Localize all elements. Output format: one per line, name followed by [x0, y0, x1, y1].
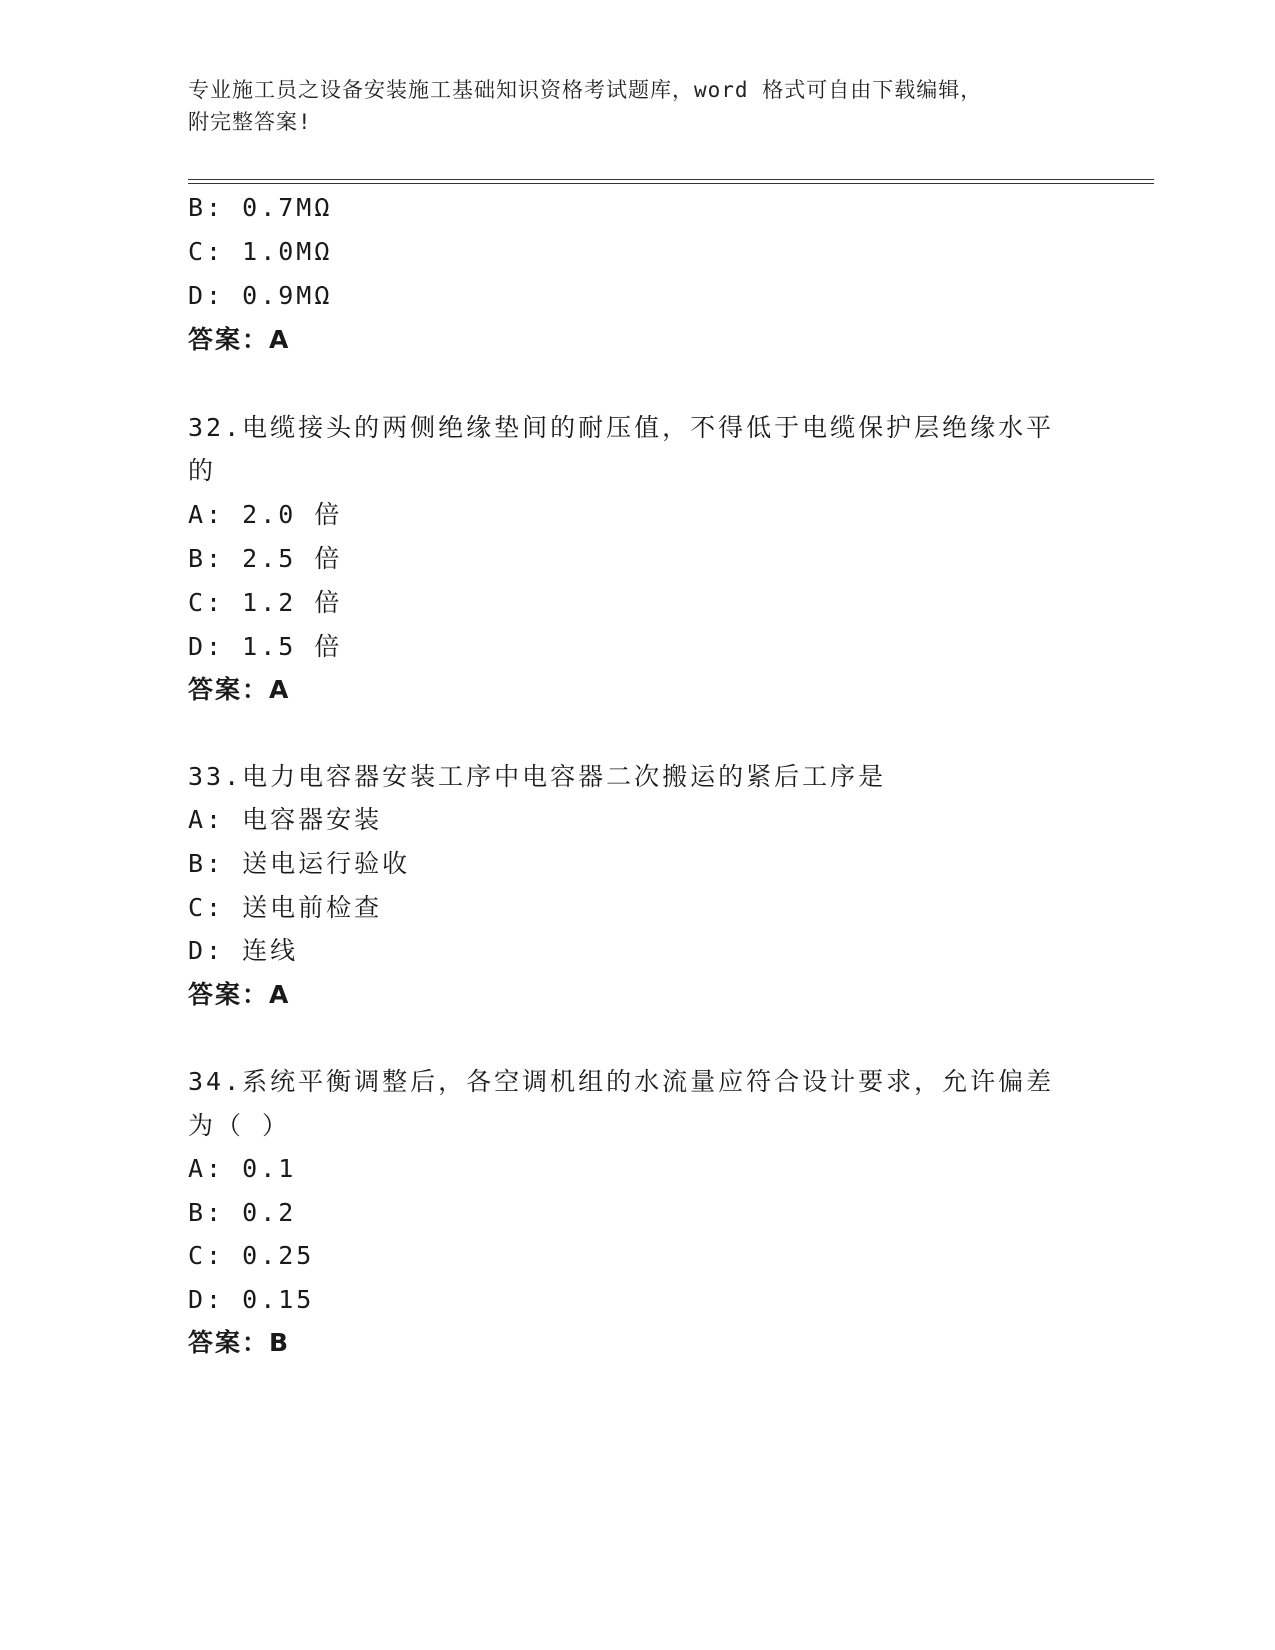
q34-option-a: A: 0.1 — [188, 1154, 297, 1183]
q32-option-d: D: 1.5 倍 — [188, 632, 343, 661]
header-divider-thick — [188, 183, 1154, 184]
q33-answer: 答案：A — [188, 980, 291, 1009]
q32-answer: 答案：A — [188, 675, 291, 704]
q31-option-d: D: 0.9MΩ — [188, 281, 333, 310]
document-header — [188, 74, 1088, 138]
header-divider-thin — [188, 179, 1154, 180]
q34-stem-line-2: 为（ ） — [188, 1111, 291, 1140]
q33-option-b: B: 送电运行验收 — [188, 849, 411, 878]
header-line-1: 专业施工员之设备安装施工基础知识资格考试题库，word 格式可自由下载编辑， — [188, 78, 983, 102]
q33-option-d: D: 连线 — [188, 936, 299, 965]
q32-option-a: A: 2.0 倍 — [188, 500, 343, 529]
q34-stem-line-1: 34.系统平衡调整后，各空调机组的水流量应符合设计要求，允许偏差 — [188, 1067, 1055, 1096]
q32-stem-line-2: 的 — [188, 456, 217, 485]
q32-option-b: B: 2.5 倍 — [188, 544, 343, 573]
q31-option-b: B: 0.7MΩ — [188, 193, 333, 222]
q33-option-a: A: 电容器安装 — [188, 805, 383, 834]
q32-stem-line-1: 32.电缆接头的两侧绝缘垫间的耐压值，不得低于电缆保护层绝缘水平 — [188, 413, 1055, 442]
header-line-2: 附完整答案! — [188, 110, 312, 134]
q33-option-c: C: 送电前检查 — [188, 893, 383, 922]
q32-option-c: C: 1.2 倍 — [188, 588, 343, 617]
q33-stem-line-1: 33.电力电容器安装工序中电容器二次搬运的紧后工序是 — [188, 762, 887, 791]
q34-option-d: D: 0.15 — [188, 1285, 315, 1314]
q34-option-c: C: 0.25 — [188, 1241, 315, 1270]
q31-answer: 答案：A — [188, 325, 291, 354]
q31-option-c: C: 1.0MΩ — [188, 237, 333, 266]
q34-option-b: B: 0.2 — [188, 1198, 297, 1227]
q34-answer: 答案：B — [188, 1328, 291, 1357]
